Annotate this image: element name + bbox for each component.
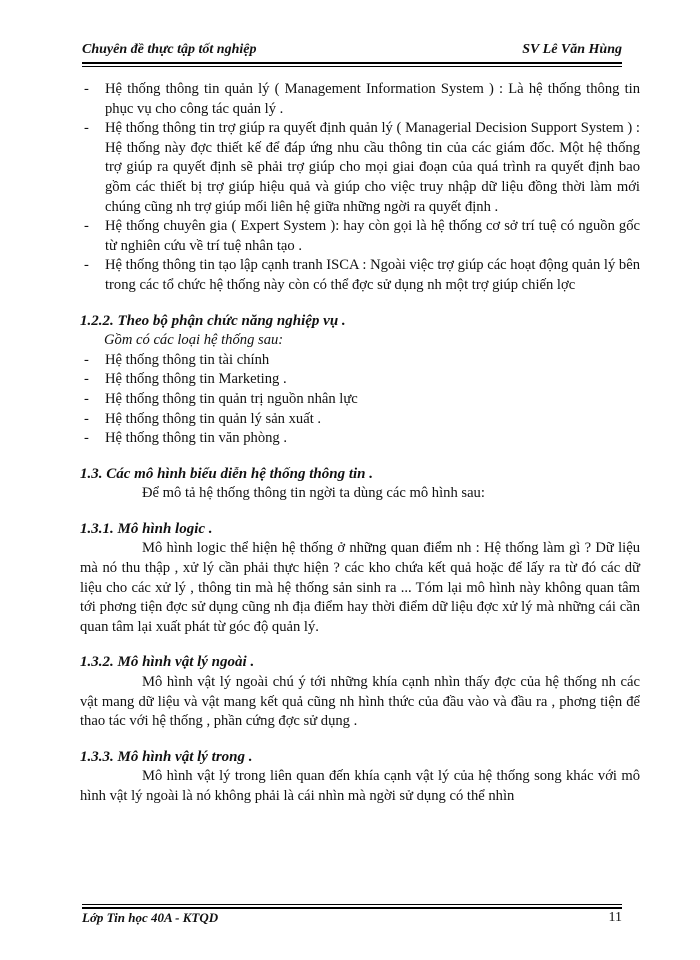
page-content — [80, 80, 640, 807]
section-heading-1-2-2: 1.2.2. Theo bộ phận chức năng nghiệp vụ . — [80, 312, 346, 329]
list-item-text: Hệ thống thông tin quản trị nguồn nhân lực — [105, 390, 358, 407]
bullet-dash: - — [84, 81, 89, 97]
paragraph: Mô hình logic thể hiện hệ thống ở những quan điểm nh : Hệ thống làm gì ? Dữ liệu mà nó thu thập , xử lý cần phải thực hiện ? các kho chứa kết quả hoặc để lấy ra từ đó các dữ liệu cho các xử lý , thông tin mà hệ thống sản sinh ra ... Tóm lại mô hình này không quan tâm tới phơng tiện đợc sử dụng cũng nh địa điểm hay thời điểm dữ liệu đợc xử lý mà những cái cần quan tâm lại xuất phát từ góc độ quản lý. — [80, 540, 640, 635]
list-item-text: Hệ thống thông tin trợ giúp ra quyết định quản lý ( Managerial Decision Support System ) : Hệ thống này đợc thiết kế để đáp ứng nhu cầu thông tin của các giám đốc. Một hệ thống trợ giúp ra quyết định sẽ phải trợ giúp cho mọi giai đoạn của quá trình ra quyết định bao gồm các thiết bị trợ giúp hiệu quả và giúp cho việc truy nhập dữ liệu đồng thời làm mới chúng cũng nh trợ giúp mối liên hệ giữa những ngời ra quyết định . — [105, 120, 640, 215]
bullet-dash: - — [84, 390, 89, 407]
list-item — [80, 119, 640, 217]
list-item — [80, 351, 640, 371]
page-header — [82, 38, 622, 60]
header-title: Chuyên đề thực tập tốt nghiệp — [82, 42, 257, 57]
list-item-text: Hệ thống thông tin quản lý ( Management Information System ) : Là hệ thống thông tin phục vụ cho công tác quản lý . — [105, 81, 640, 117]
bullet-dash: - — [84, 351, 89, 368]
bullet-dash: - — [84, 430, 89, 447]
bullet-dash: - — [84, 257, 89, 274]
paragraph: Mô hình vật lý ngoài chú ý tới những khía cạnh nhìn thấy đợc của hệ thống nh các vật mang dữ liệu và vật mang kết quả cũng nh hình thức của đầu vào và đầu ra , phơng tiện để thao tác với hệ thống , phần cứng đợc sử dụng . — [80, 674, 640, 730]
list-item — [80, 217, 640, 256]
bullet-dash: - — [84, 218, 89, 235]
list-item-text: Hệ thống thông tin tài chính — [105, 351, 270, 368]
list-item — [80, 80, 640, 119]
list-item-text: Hệ thống thông tin văn phòng . — [105, 430, 288, 447]
section-heading-1-3-2: 1.3.2. Mô hình vật lý ngoài . — [80, 654, 255, 671]
list-item-text: Hệ thống chuyên gia ( Expert System ): hay còn gọi là hệ thống cơ sở trí tuệ có nguồn gốc từ nghiên cứu về trí tuệ nhân tạo . — [105, 218, 640, 254]
paragraph: Để mô tả hệ thống thông tin ngời ta dùng các mô hình sau: — [142, 485, 485, 502]
header-author: SV Lê Văn Hùng — [522, 42, 622, 57]
footer-rule — [82, 907, 622, 909]
footer-rule-thin — [82, 904, 622, 905]
bullet-dash: - — [84, 371, 89, 388]
header-rule-thin — [82, 66, 622, 67]
bullet-dash: - — [84, 120, 89, 137]
section-heading-1-3-1: 1.3.1. Mô hình logic . — [80, 520, 213, 537]
list-item — [80, 370, 640, 390]
footer-class-label: Lớp Tin học 40A - KTQD — [82, 910, 219, 925]
list-item-text: Hệ thống thông tin quản lý sản xuất . — [105, 410, 322, 427]
list-item — [80, 390, 640, 410]
header-rule — [82, 62, 622, 64]
section-heading-1-3-3: 1.3.3. Mô hình vật lý trong . — [80, 748, 253, 765]
paragraph: Mô hình vật lý trong liên quan đến khía cạnh vật lý của hệ thống song khác với mô hình vật lý ngoài là nó không phải là cái nhìn mà ngời sử dụng có thể nhìn — [80, 768, 640, 804]
page-number: 11 — [608, 910, 622, 925]
list-item-text: Hệ thống thông tin Marketing . — [105, 371, 287, 388]
section-heading-1-3: 1.3. Các mô hình biểu diễn hệ thống thông tin . — [80, 465, 373, 482]
bullet-dash: - — [84, 410, 89, 427]
section-subtitle: Gồm có các loại hệ thống sau: — [104, 332, 284, 349]
list-item — [80, 256, 640, 295]
list-item — [80, 429, 640, 449]
list-item-text: Hệ thống thông tin tạo lập cạnh tranh ISCA : Ngoài việc trợ giúp các hoạt động quản lý bên trong các tổ chức hệ thống này còn có thể đợc sử dụng nh một trợ giúp chiến lợc — [105, 257, 641, 293]
list-item — [80, 410, 640, 430]
